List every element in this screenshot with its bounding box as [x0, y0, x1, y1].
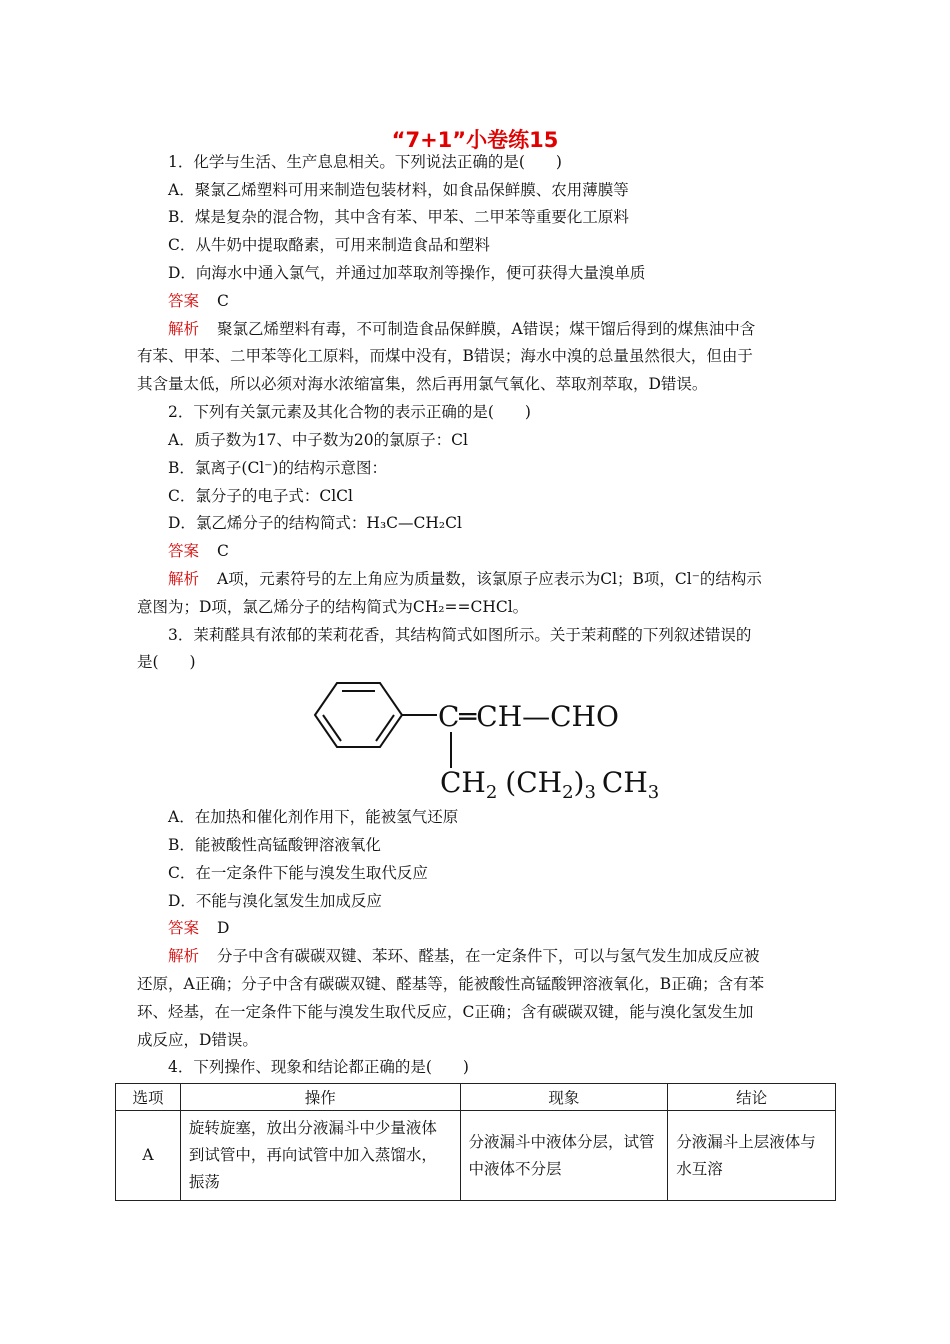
header-conclusion: 结论 — [668, 1084, 836, 1111]
q1-option-d: D．向海水中通入氯气，并通过加萃取剂等操作，便可获得大量溴单质 — [168, 264, 646, 282]
header-phenomenon: 现象 — [460, 1084, 668, 1111]
q2-option-c: C．氯分子的电子式：ClCl — [168, 487, 353, 505]
paren: ) — [573, 766, 585, 799]
benzene-ring — [315, 683, 402, 747]
analysis-label: 解析 — [168, 320, 200, 338]
subscript: 3 — [647, 782, 660, 800]
q1-analysis-line-1 — [168, 319, 755, 339]
cell-conclusion: 分液漏斗上层液体与水互溶 — [668, 1111, 836, 1201]
q3-option-c: C．在一定条件下能与溴发生取代反应 — [168, 864, 428, 882]
q1-analysis-line-3: 其含量太低，所以必须对海水浓缩富集，然后再用氯气氧化、萃取剂萃取，D错误。 — [137, 375, 708, 393]
q4-table — [115, 1083, 836, 1201]
analysis-label: 解析 — [168, 570, 200, 588]
ch-text: CH — [440, 766, 486, 799]
q1-option-c: C．从牛奶中提取酪素，可用来制造食品和塑料 — [168, 236, 490, 254]
cell-phenomenon: 分液漏斗中液体分层，试管中液体不分层 — [460, 1111, 668, 1201]
header-option: 选项 — [116, 1084, 181, 1111]
q1-option-a: A．聚氯乙烯塑料可用来制造包装材料，如食品保鲜膜、农用薄膜等 — [168, 181, 629, 199]
subscript: 2 — [562, 782, 574, 800]
answer-value: D — [217, 919, 230, 937]
answer-label: 答案 — [168, 542, 200, 560]
ch-text: CH — [601, 766, 648, 799]
analysis-label: 解析 — [168, 947, 200, 965]
q2-stem: 2．下列有关氯元素及其化合物的表示正确的是( ) — [168, 403, 531, 421]
subscript: 3 — [584, 782, 596, 800]
page-title: “7+1”小卷练15 — [391, 128, 559, 152]
q1-analysis-line-2: 有苯、甲苯、二甲苯等化工原料，而煤中没有，B错误；海水中溴的总量虽然很大，但由于 — [137, 347, 753, 365]
q3-option-d: D．不能与溴化氢发生加成反应 — [168, 892, 382, 910]
answer-value: C — [217, 542, 229, 560]
table-header-row — [116, 1084, 836, 1111]
analysis-text: 聚氯乙烯塑料有毒，不可制造食品保鲜膜，A错误；煤干馏后得到的煤焦油中含 — [217, 320, 756, 338]
q1-stem: 1．化学与生活、生产息息相关。下列说法正确的是( ) — [168, 153, 562, 171]
q3-analysis-line-3: 环、烃基，在一定条件下能与溴发生取代反应，C正确；含有碳碳双键，能与溴化氢发生加 — [137, 1003, 754, 1021]
q4-stem: 4．下列操作、现象和结论都正确的是( ) — [168, 1058, 469, 1076]
subscript: 2 — [485, 782, 498, 800]
q2-option-d: D．氯乙烯分子的结构简式：H₃C—CH₂Cl — [168, 514, 462, 532]
q3-answer — [168, 918, 229, 938]
side-chain — [440, 766, 659, 800]
q3-option-b: B．能被酸性高锰酸钾溶液氧化 — [168, 836, 381, 854]
q3-analysis-line-4: 成反应，D错误。 — [137, 1031, 258, 1049]
q2-analysis-line-1 — [168, 569, 762, 589]
q2-option-a: A．质子数为17、中子数为20的氯原子：Cl — [168, 431, 468, 449]
cell-operation: 旋转旋塞，放出分液漏斗中少量液体到试管中，再向试管中加入蒸馏水，振荡 — [180, 1111, 460, 1201]
main-chain: C═CH—CHO — [438, 700, 619, 733]
q3-analysis-line-2: 还原，A正确；分子中含有碳碳双键、醛基等，能被酸性高锰酸钾溶液氧化，B正确；含有苯 — [137, 975, 765, 993]
answer-label: 答案 — [168, 919, 200, 937]
ch-text: (CH — [505, 766, 563, 799]
table-row — [116, 1111, 836, 1201]
q2-answer — [168, 541, 229, 561]
q3-stem-line-2: 是( ) — [137, 653, 196, 671]
q3-stem-line-1: 3．茉莉醛具有浓郁的茉莉花香，其结构简式如图所示。关于茉莉醛的下列叙述错误的 — [168, 626, 752, 644]
cell-option: A — [116, 1111, 181, 1201]
q3-option-a: A．在加热和催化剂作用下，能被氢气还原 — [168, 808, 459, 826]
jasminaldehyde-structure — [310, 680, 670, 800]
q2-option-b: B．氯离子(Cl⁻)的结构示意图： — [168, 459, 387, 477]
analysis-text: A项，元素符号的左上角应为质量数，该氯原子应表示为Cl；B项，Cl⁻的结构示 — [217, 570, 762, 588]
analysis-text: 分子中含有碳碳双键、苯环、醛基，在一定条件下，可以与氢气发生加成反应被 — [217, 947, 760, 965]
q3-analysis-line-1 — [168, 946, 760, 966]
header-operation: 操作 — [180, 1084, 460, 1111]
q2-analysis-line-2: 意图为；D项，氯乙烯分子的结构简式为CH₂==CHCl。 — [137, 598, 529, 616]
answer-label: 答案 — [168, 292, 200, 310]
q1-option-b: B．煤是复杂的混合物，其中含有苯、甲苯、二甲苯等重要化工原料 — [168, 208, 629, 226]
answer-value: C — [217, 292, 229, 310]
q1-answer — [168, 291, 229, 311]
